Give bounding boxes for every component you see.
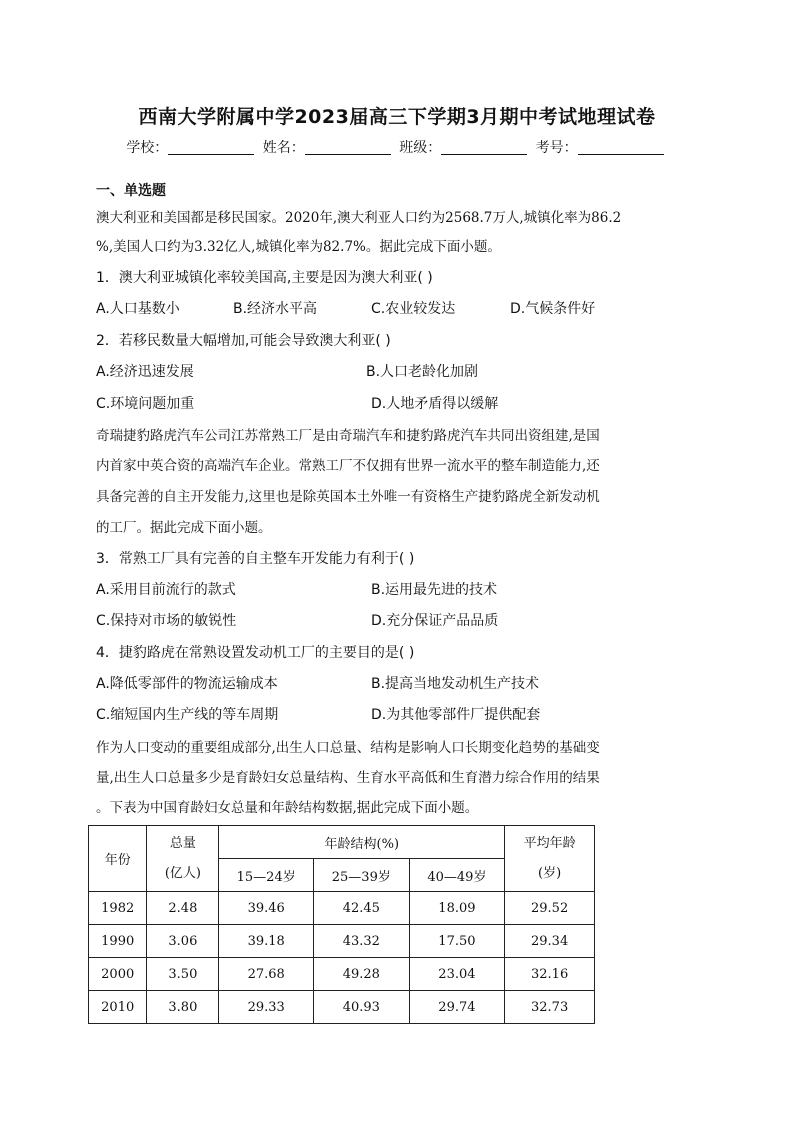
question-4-option-c[interactable]: C.缩短国内生产线的等车周期 <box>96 707 279 723</box>
passage-3-line-1: 作为人口变动的重要组成部分,出生人口总量、结构是影响人口长期变化趋势的基础变 <box>96 740 600 756</box>
table-row <box>89 892 595 925</box>
question-1-option-d[interactable]: D.气候条件好 <box>510 301 596 317</box>
question-4-option-a[interactable]: A.降低零部件的物流运输成本 <box>96 676 278 692</box>
passage-2-line-4: 的工厂。据此完成下面小题。 <box>96 520 272 536</box>
header-total-line-2: (亿人) <box>164 865 201 881</box>
section-heading: 一、单选题 <box>96 183 166 199</box>
name-blank[interactable] <box>305 140 391 155</box>
cell-total: 3.50 <box>147 958 219 991</box>
fertile-women-table <box>88 825 595 1024</box>
header-average-age-line-2: (岁) <box>538 865 562 881</box>
class-blank[interactable] <box>441 140 527 155</box>
cell-total: 2.48 <box>147 892 219 925</box>
number-label: 考号： <box>535 140 578 156</box>
passage-1-line-2: %,美国人口约为3.32亿人,城镇化率为82.7%。据此完成下面小题。 <box>96 239 501 255</box>
cell-average-age: 32.16 <box>505 958 595 991</box>
header-year: 年份 <box>89 826 147 892</box>
question-4-stem: 4．捷豹路虎在常熟设置发动机工厂的主要目的是( ) <box>96 645 415 661</box>
exam-title: 西南大学附属中学2023届高三下学期3月期中考试地理试卷 <box>138 106 656 128</box>
cell-age-15-24: 39.18 <box>219 925 314 958</box>
question-1-option-c[interactable]: C.农业较发达 <box>371 301 456 317</box>
cell-year: 1990 <box>89 925 147 958</box>
name-label: 姓名： <box>262 140 305 156</box>
school-label: 学校： <box>126 140 169 156</box>
cell-average-age: 29.34 <box>505 925 595 958</box>
passage-2-line-2: 内首家中英合资的高端汽车企业。常熟工厂不仅拥有世界一流水平的整车制造能力,还 <box>96 458 600 474</box>
question-1-option-a[interactable]: A.人口基数小 <box>96 301 180 317</box>
cell-age-15-24: 27.68 <box>219 958 314 991</box>
header-age-structure: 年龄结构(%) <box>219 826 505 859</box>
school-blank[interactable] <box>168 140 254 155</box>
question-3-stem: 3．常熟工厂具有完善的自主整车开发能力有利于( ) <box>96 551 415 567</box>
question-1-stem: 1．澳大利亚城镇化率较美国高,主要是因为澳大利亚( ) <box>96 270 433 286</box>
cell-age-40-49: 29.74 <box>409 991 505 1024</box>
cell-year: 1982 <box>89 892 147 925</box>
header-age-40-49: 40—49岁 <box>409 859 505 892</box>
question-2-option-a[interactable]: A.经济迅速发展 <box>96 364 194 380</box>
cell-age-25-39: 43.32 <box>314 925 410 958</box>
header-age-25-39: 25—39岁 <box>314 859 410 892</box>
question-3-option-a[interactable]: A.采用目前流行的款式 <box>96 582 236 598</box>
question-1-option-b[interactable]: B.经济水平高 <box>233 301 318 317</box>
question-2-option-b[interactable]: B.人口老龄化加剧 <box>366 364 479 380</box>
header-age-15-24: 15—24岁 <box>219 859 314 892</box>
question-3-option-d[interactable]: D.充分保证产品品质 <box>371 613 499 629</box>
table-row <box>89 958 595 991</box>
passage-3-line-3: 。下表为中国育龄妇女总量和年龄结构数据,据此完成下面小题。 <box>96 800 479 816</box>
cell-age-25-39: 40.93 <box>314 991 410 1024</box>
table-row <box>89 925 595 958</box>
cell-age-15-24: 39.46 <box>219 892 314 925</box>
cell-age-25-39: 49.28 <box>314 958 410 991</box>
question-4-option-d[interactable]: D.为其他零部件厂提供配套 <box>371 707 541 723</box>
class-label: 班级： <box>399 140 442 156</box>
passage-2-line-1: 奇瑞捷豹路虎汽车公司江苏常熟工厂是由奇瑞汽车和捷豹路虎汽车共同出资组建,是国 <box>96 428 600 444</box>
header-average-age <box>505 826 595 892</box>
header-total <box>147 826 219 892</box>
cell-year: 2010 <box>89 991 147 1024</box>
question-2-option-c[interactable]: C.环境问题加重 <box>96 396 195 412</box>
cell-age-15-24: 29.33 <box>219 991 314 1024</box>
passage-1-line-1: 澳大利亚和美国都是移民国家。2020年,澳大利亚人口约为2568.7万人,城镇化率为86.2 <box>96 210 622 226</box>
question-3-option-b[interactable]: B.运用最先进的技术 <box>371 582 498 598</box>
cell-age-40-49: 18.09 <box>409 892 505 925</box>
question-2-option-d[interactable]: D.人地矛盾得以缓解 <box>371 396 499 412</box>
header-average-age-line-1: 平均年龄 <box>523 835 576 851</box>
question-4-option-b[interactable]: B.提高当地发动机生产技术 <box>371 676 540 692</box>
cell-age-40-49: 17.50 <box>409 925 505 958</box>
cell-average-age: 29.52 <box>505 892 595 925</box>
passage-3-line-2: 量,出生人口总量多少是育龄妇女总量结构、生育水平高低和生育潜力综合作用的结果 <box>96 770 600 786</box>
cell-total: 3.06 <box>147 925 219 958</box>
question-2-stem: 2．若移民数量大幅增加,可能会导致澳大利亚( ) <box>96 333 391 349</box>
student-info-line <box>0 137 794 157</box>
cell-age-25-39: 42.45 <box>314 892 410 925</box>
number-blank[interactable] <box>578 140 664 155</box>
cell-total: 3.80 <box>147 991 219 1024</box>
header-total-line-1: 总量 <box>169 835 196 851</box>
question-3-option-c[interactable]: C.保持对市场的敏锐性 <box>96 613 237 629</box>
cell-age-40-49: 23.04 <box>409 958 505 991</box>
table-row <box>89 991 595 1024</box>
passage-2-line-3: 具备完善的自主开发能力,这里也是除英国本土外唯一有资格生产捷豹路虎全新发动机 <box>96 489 600 505</box>
cell-year: 2000 <box>89 958 147 991</box>
cell-average-age: 32.73 <box>505 991 595 1024</box>
